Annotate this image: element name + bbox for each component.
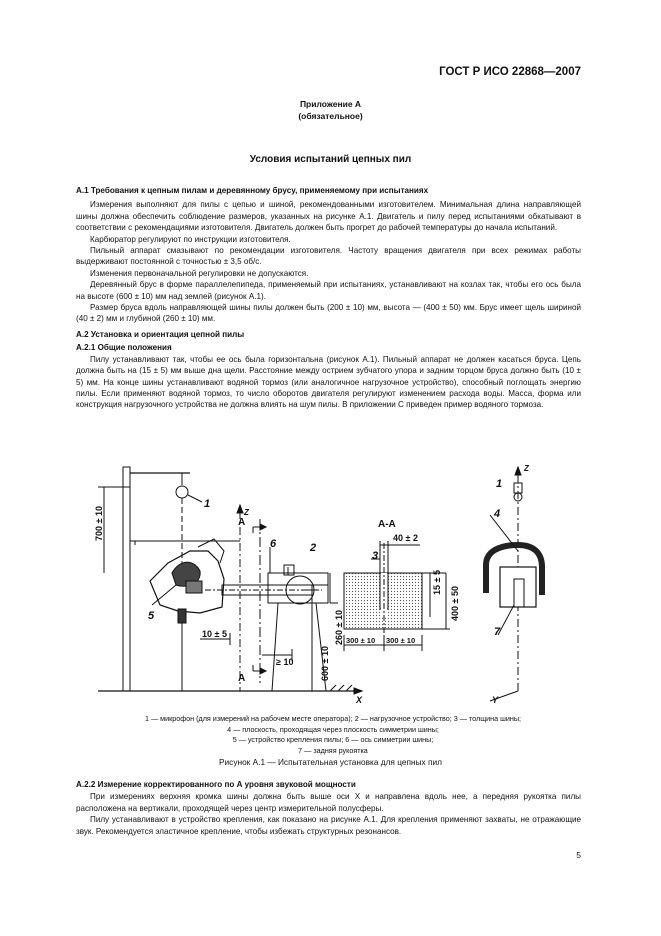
section-a22-heading: А.2.2 Измерение корректированного по А уровня звуковой мощности	[76, 780, 356, 789]
section-a21-heading: А.2.1 Общие положения	[76, 343, 172, 353]
paragraph: Измерения выполняют для пилы с цепью и шиной, рекомендованными изготовителем. Минимальная длина направляющей шины должна обеспечить соблюдение размеров, указанных на рисунке А.1. Двигатель и пилу перед испытаниями обкатывают в соответствии с рекомендациями изготовителя. Двигатель должен быть прогрет до рабочей температуры до начала испытаний.	[76, 200, 581, 233]
paragraph: Пильный аппарат смазывают по рекомендации изготовителя. Частоту вращения двигателя при всех режимах работы выдерживают постоянной с точностью ± 3,5 об/с.	[76, 246, 581, 267]
label-6: 6	[270, 538, 277, 550]
dim-400: 400 ± 50	[450, 586, 460, 621]
section-a2-heading: А.2 Установка и ориентация цепной пилы	[76, 329, 245, 339]
paragraph: Пилу устанавливают в устройство крепления, как показано на рисунке А.1. Для крепления применяют захваты, не отражающие звук. Рекомендуется эластичное крепление, чтобы избежать структурных резонансов.	[76, 815, 581, 836]
annex-main-title: Условия испытаний цепных пил	[249, 154, 412, 165]
annex-status: (обязательное)	[298, 111, 363, 121]
axis-y: Y	[492, 695, 499, 705]
legend-item: 1 — микрофон (для измерений на рабочем месте оператора);	[144, 714, 353, 723]
dim-10-5: 10 ± 5	[202, 629, 227, 639]
page-number: 5	[576, 850, 581, 860]
paragraph: Изменения первоначальной регулировки не допускаются.	[90, 268, 309, 278]
legend-item: 6 — ось симметрии шины;	[345, 735, 434, 744]
section-a22	[76, 779, 581, 837]
legend-item: 5 — устройство крепления пилы;	[232, 735, 344, 744]
figure-legend	[40, 714, 626, 756]
legend-item: 3 — толщина шины;	[453, 714, 521, 723]
dim-600: 600 ± 10	[320, 646, 330, 681]
label-2: 2	[310, 542, 317, 554]
dim-300-left: 300 ± 10	[346, 636, 376, 645]
dim-700: 700 ± 10	[94, 506, 104, 541]
dim-ge-10: ≥ 10	[276, 657, 294, 667]
paragraph: Деревянный брус в форме параллелепипеда, применяемый при испытаниях, устанавливают на козлах так, чтобы его ось была на высоте (600 ± 10) мм над землей (рисунок А.1).	[76, 280, 581, 301]
label-5: 5	[148, 610, 155, 622]
legend-item: 7 — задняя рукоятка	[298, 745, 368, 755]
test-rig-figure	[90, 455, 570, 705]
label-7: 7	[494, 626, 501, 638]
axis-x: X	[356, 695, 363, 705]
label-1-right: 1	[496, 478, 503, 490]
dim-260: 260 ± 10	[334, 610, 344, 645]
axis-z-left: Z	[244, 508, 249, 517]
section-label: А-А	[378, 519, 396, 530]
paragraph: Карбюратор регулируют по инструкции изготовителя.	[90, 234, 291, 244]
section-a1	[76, 185, 581, 411]
legend-item: 2 — нагрузочное устройство;	[354, 714, 452, 723]
figure-caption: Рисунок А.1 — Испытательная установка для цепных пил	[219, 757, 442, 767]
label-3: 3	[372, 550, 379, 562]
paragraph: Пилу устанавливают так, чтобы ее ось была горизонтальна (рисунок А.1). Пильный аппарат не должен касаться бруса. Цепь должна быть на (15 ± 5) мм выше дна щели. Расстояние между острием зубчатого упора и задним торцом бруса должно быть (10 ± 5) мм. На конце шины устанавливают водяной тормоз (или аналогичное нагрузочное устройство), способный поглощать энергию пилы. Если применяют водяной тормоз, то число оборотов двигателя регулируют изменением расхода воды. Масса, форма или конструкция нагрузочного устройства не должна влиять на шум пилы. В приложении С приведен пример водяного тормоза.	[76, 354, 581, 410]
section-a-bottom: А	[238, 673, 246, 684]
paragraph: При измерениях верхняя кромка шины должна быть выше оси X и направлена вдоль нее, а передняя рукоятка пилы расположена на вертикали, проходящей через центр измерительной полусферы.	[76, 792, 581, 813]
section-a-top: А	[238, 517, 246, 528]
legend-item: 4 — плоскость, проходящая через плоскость симметрии шины;	[227, 724, 439, 734]
annex-heading	[0, 98, 661, 122]
section-a1-heading: А.1 Требования к цепным пилам и деревянному брусу, применяемому при испытаниях	[76, 186, 429, 195]
dim-40: 40 ± 2	[393, 533, 418, 543]
label-1: 1	[204, 498, 211, 510]
label-4: 4	[494, 508, 501, 520]
paragraph: Размер бруса вдоль направляющей шины пилы должен быть (200 ± 10) мм, высота — (400 ± 50) мм. Брус имеет щель шириной (40 ± 2) мм и глубиной (260 ± 10) мм.	[76, 303, 581, 324]
document-id-header: ГОСТ Р ИСО 22868—2007	[439, 66, 581, 78]
dim-300-right: 300 ± 10	[386, 636, 416, 645]
dim-15: 15 ± 5	[432, 570, 442, 595]
axis-z-right: Z	[524, 464, 529, 473]
annex-title: Приложение А	[299, 99, 362, 109]
